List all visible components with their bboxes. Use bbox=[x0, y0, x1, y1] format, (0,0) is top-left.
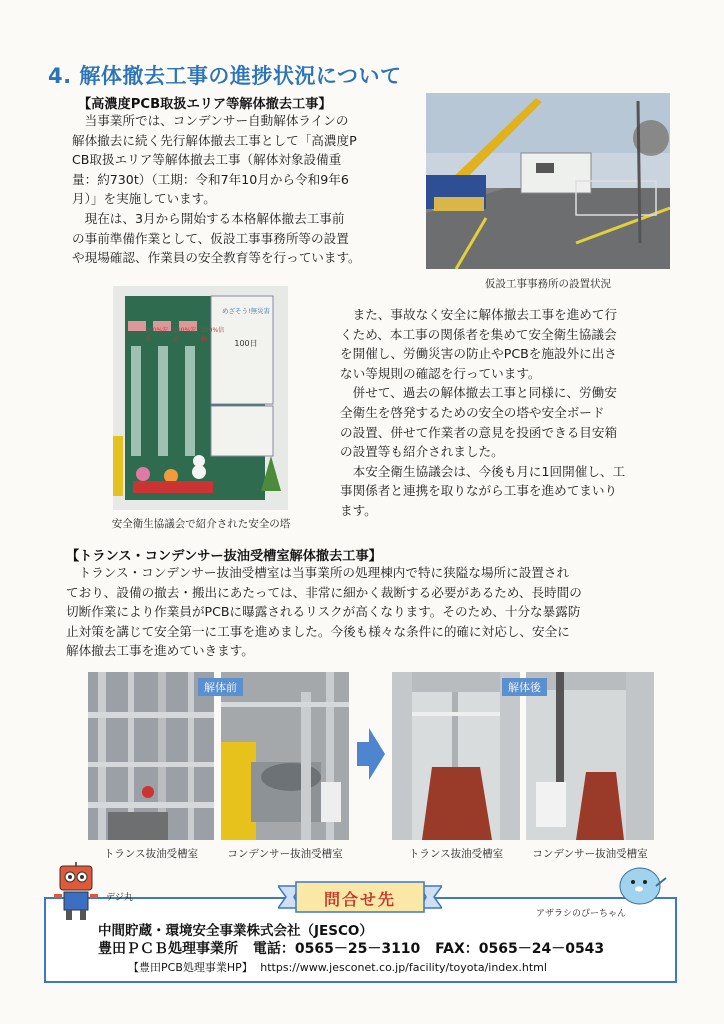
section2-line: ます。 bbox=[340, 502, 377, 518]
section1-heading: 【高濃度PCB取扱エリア等解体撤去工事】 bbox=[78, 97, 332, 112]
section2-line: 併せて、過去の解体撤去工事と同様に、労働安 bbox=[340, 385, 617, 401]
mascot-right-name: アザラシのぴーちゃん bbox=[536, 909, 627, 919]
contact-hp-row bbox=[128, 959, 547, 975]
contact-company: 中間貯蔵・環境安全事業株式会社（JESCO） bbox=[98, 923, 373, 939]
section3-text bbox=[66, 563, 678, 661]
section2-line: 事関係者と連携を取りながら工事を進めてまいり bbox=[340, 483, 618, 499]
section3-line: ており、設備の撤去・搬出にあたっては、非常に細かく裁断する必要があるため、長時間の bbox=[66, 584, 582, 600]
photo-before-transformer-room bbox=[88, 672, 214, 840]
caption-after-condenser: コンデンサー抜油受槽室 bbox=[532, 848, 648, 860]
seal-mascot-icon bbox=[614, 862, 670, 912]
section2-line: くため、本工事の関係者を集めて安全衛生協議会 bbox=[340, 326, 617, 342]
section2-line: 全衛生を啓発するための安全の塔や安全ボード bbox=[340, 404, 605, 420]
contact-fax: FAX：0565－24－0543 bbox=[435, 941, 605, 957]
section1-line: 現在は、3月から開始する本格解体撤去工事前 bbox=[72, 210, 345, 226]
tower-label: 100%安全 bbox=[145, 327, 169, 343]
section1-line: や現場確認、作業員の安全教育等を行っています。 bbox=[72, 250, 361, 266]
photo-temporary-office bbox=[426, 93, 670, 269]
photo-safety-tower bbox=[113, 286, 288, 510]
contact-banner bbox=[278, 880, 442, 914]
photo-after-condenser-room bbox=[526, 672, 654, 840]
section2-line: の設置等も紹介されました。 bbox=[340, 444, 504, 460]
section2-line: 本安全衛生協議会は、今後も月に1回開催し、工 bbox=[340, 463, 626, 479]
section3-line: 止対策を講じて安全第一に工事を進めました。今後も様々な条件に的確に対応し、安全に bbox=[66, 623, 570, 639]
section1-line: CB取扱エリア等解体撤去工事（解体対象設備重 bbox=[72, 152, 342, 168]
section3-line: トランス・コンデンサー抜油受槽室は当事業所の処理棟内で特に狭隘な場所に設置され bbox=[66, 565, 570, 580]
photo-after-transformer-room bbox=[392, 672, 520, 840]
contact-url-link[interactable]: https://www.jesconet.co.jp/facility/toyota/index.html bbox=[260, 961, 547, 974]
caption-before-condenser: コンデンサー抜油受槽室 bbox=[227, 848, 343, 860]
photo-before-condenser-room bbox=[221, 672, 349, 840]
page-title: 4. 解体撤去工事の進捗状況について bbox=[48, 64, 402, 88]
section2-line: を開催し、労働災害の防止やPCBを施設外に出さ bbox=[340, 346, 617, 362]
section3-heading: 【トランス・コンデンサー抜油受槽室解体撤去工事】 bbox=[66, 549, 382, 564]
section1-line: 量：約730t）（工期：令和7年10月から令和9年6 bbox=[72, 171, 349, 187]
contact-tel: 電話：0565－25－3110 bbox=[252, 941, 421, 957]
contact-office: 豊田ＰＣＢ処理事業所 bbox=[98, 941, 238, 957]
safety-board-title: めざそう!無災害 bbox=[221, 307, 271, 315]
robot-mascot-icon bbox=[52, 862, 100, 928]
section2-line: ない等規則の確認を行っています。 bbox=[340, 365, 541, 381]
section2-line: の設置、併せて作業者の意見を投函できる目安箱 bbox=[340, 424, 618, 440]
contact-office-row bbox=[98, 938, 604, 958]
tower-label: 100%安心 bbox=[173, 327, 197, 343]
section1-text bbox=[72, 111, 417, 268]
tag-after: 解体後 bbox=[502, 678, 547, 696]
section2-text bbox=[340, 305, 675, 521]
caption-before-transformer: トランス抜油受槽室 bbox=[103, 848, 199, 860]
mascot-left-name: デジ丸 bbox=[106, 893, 133, 903]
tower-label: 100%信頼 bbox=[201, 327, 225, 343]
arrow-right-icon bbox=[357, 728, 385, 784]
section3-line: 切断作業により作業員がPCBに曝露されるリスクが高くなります。そのため、十分な暴露防 bbox=[66, 604, 581, 620]
tower-labels bbox=[145, 325, 225, 343]
tag-before: 解体前 bbox=[198, 678, 243, 696]
caption-safety-tower: 安全衛生協議会で紹介された安全の塔 bbox=[111, 518, 291, 530]
safety-board-value: 100日 bbox=[234, 339, 258, 348]
caption-after-transformer: トランス抜油受槽室 bbox=[408, 848, 504, 860]
section3-line: 解体撤去工事を進めていきます。 bbox=[66, 643, 254, 659]
section1-line: 解体撤去に続く先行解体撤去工事として「高濃度P bbox=[72, 132, 357, 148]
section2-line: また、事故なく安全に解体撤去工事を進めて行 bbox=[340, 307, 618, 322]
section1-line: 月）」を実施しています。 bbox=[72, 191, 216, 207]
contact-banner-label: 問合せ先 bbox=[323, 890, 396, 909]
section1-line: 当事業所では、コンデンサー自動解体ラインの bbox=[72, 113, 349, 128]
contact-hp-label: 【豊田PCB処理事業HP】 bbox=[128, 961, 253, 974]
section1-line: の事前準備作業として、仮設工事事務所等の設置 bbox=[72, 230, 349, 246]
caption-temporary-office: 仮設工事事務所の設置状況 bbox=[485, 278, 611, 290]
